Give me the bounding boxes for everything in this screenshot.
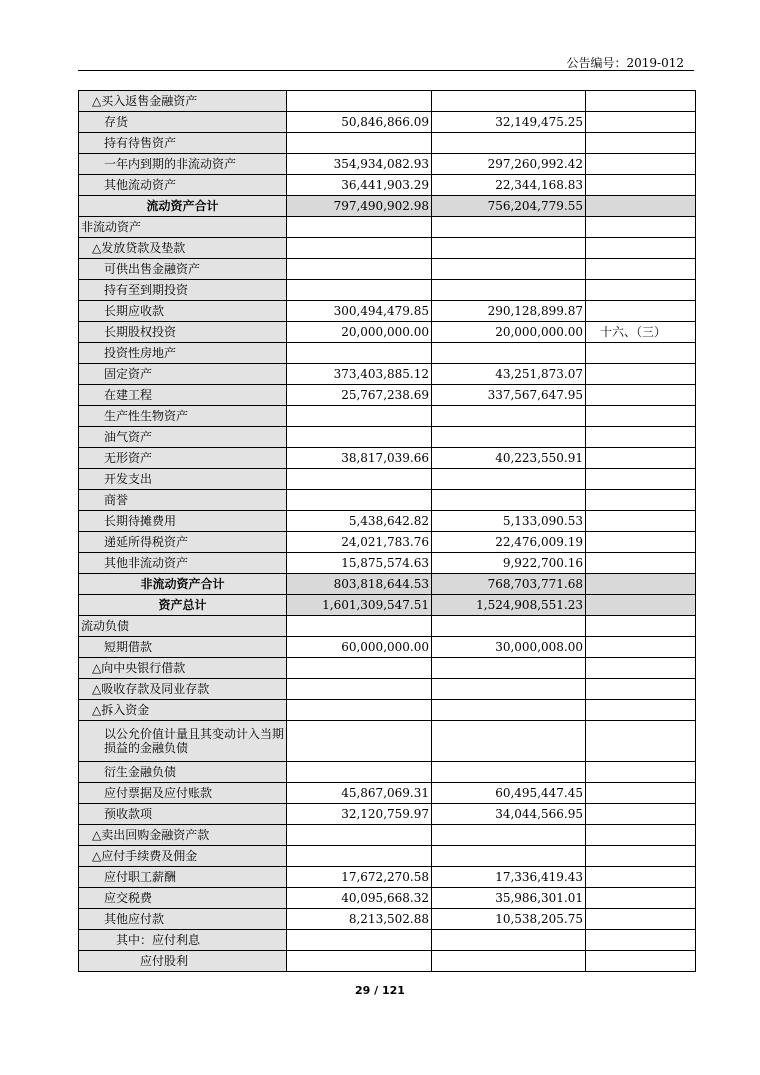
note-reference [586,238,696,259]
note-reference [586,637,696,658]
table-row [79,616,696,637]
row-label: △发放贷款及垫款 [79,238,287,259]
note-reference [586,154,696,175]
note-reference [586,280,696,301]
current-period-value: 40,095,668.32 [287,888,432,909]
prior-period-value: 337,567,647.95 [432,385,586,406]
table-row [79,343,696,364]
note-reference [586,867,696,888]
current-period-value: 300,494,479.85 [287,301,432,322]
current-period-value: 1,601,309,547.51 [287,595,432,616]
row-label: 其他非流动资产 [79,553,287,574]
row-label: 流动资产合计 [79,196,287,217]
note-reference [586,930,696,951]
row-label: △买入返售金融资产 [79,91,287,112]
row-label: 长期应收款 [79,301,287,322]
current-period-value: 60,000,000.00 [287,637,432,658]
current-period-value: 25,767,238.69 [287,385,432,406]
note-reference [586,364,696,385]
note-reference [586,406,696,427]
row-label: 其中：应付利息 [79,930,287,951]
note-reference [586,825,696,846]
prior-period-value [432,343,586,364]
row-label: 其他应付款 [79,909,287,930]
prior-period-value: 22,476,009.19 [432,532,586,553]
note-reference [586,658,696,679]
current-period-value [287,846,432,867]
table-row [79,406,696,427]
prior-period-value [432,259,586,280]
table-row [79,700,696,721]
note-reference: 十六、（三） [586,322,696,343]
row-label: 固定资产 [79,364,287,385]
note-reference [586,951,696,972]
row-label: 其他流动资产 [79,175,287,196]
row-label: 预收款项 [79,804,287,825]
note-reference [586,196,696,217]
current-period-value: 20,000,000.00 [287,322,432,343]
prior-period-value: 297,260,992.42 [432,154,586,175]
row-label: △向中央银行借款 [79,658,287,679]
current-period-value [287,469,432,490]
row-label: 非流动资产合计 [79,574,287,595]
current-period-value [287,238,432,259]
note-reference [586,595,696,616]
note-reference [586,490,696,511]
current-period-value: 24,021,783.76 [287,532,432,553]
prior-period-value: 40,223,550.91 [432,448,586,469]
note-reference [586,888,696,909]
note-reference [586,804,696,825]
note-reference [586,909,696,930]
current-period-value [287,679,432,700]
row-label: 应交税费 [79,888,287,909]
row-label: 持有待售资产 [79,133,287,154]
table-row [79,888,696,909]
current-period-value: 32,120,759.97 [287,804,432,825]
note-reference [586,553,696,574]
row-label: △卖出回购金融资产款 [79,825,287,846]
current-period-value [287,658,432,679]
row-label: △吸收存款及同业存款 [79,679,287,700]
table-row [79,867,696,888]
note-reference [586,259,696,280]
row-label: 衍生金融负债 [79,762,287,783]
current-period-value [287,721,432,762]
prior-period-value [432,846,586,867]
prior-period-value: 5,133,090.53 [432,511,586,532]
row-label: 递延所得税资产 [79,532,287,553]
current-period-value: 36,441,903.29 [287,175,432,196]
row-label: 长期待摊费用 [79,511,287,532]
table-row [79,637,696,658]
row-label: 生产性生物资产 [79,406,287,427]
current-period-value [287,427,432,448]
prior-period-value: 30,000,008.00 [432,637,586,658]
row-label: 可供出售金融资产 [79,259,287,280]
prior-period-value: 9,922,700.16 [432,553,586,574]
prior-period-value [432,217,586,238]
table-row [79,595,696,616]
row-label: 持有至到期投资 [79,280,287,301]
current-period-value [287,616,432,637]
row-label: 一年内到期的非流动资产 [79,154,287,175]
prior-period-value: 60,495,447.45 [432,783,586,804]
row-label: 长期股权投资 [79,322,287,343]
current-period-value [287,280,432,301]
row-label: 油气资产 [79,427,287,448]
prior-period-value: 35,986,301.01 [432,888,586,909]
page-number: 29 / 121 [355,984,405,997]
row-label: 商誉 [79,490,287,511]
prior-period-value [432,658,586,679]
current-period-value: 5,438,642.82 [287,511,432,532]
row-label: 资产总计 [79,595,287,616]
prior-period-value [432,133,586,154]
current-period-value [287,259,432,280]
row-label: 存货 [79,112,287,133]
row-label: 应付股利 [79,951,287,972]
prior-period-value [432,721,586,762]
note-reference [586,427,696,448]
note-reference [586,112,696,133]
prior-period-value [432,762,586,783]
prior-period-value: 1,524,908,551.23 [432,595,586,616]
prior-period-value [432,469,586,490]
prior-period-value: 756,204,779.55 [432,196,586,217]
table-row [79,909,696,930]
note-reference [586,783,696,804]
current-period-value [287,490,432,511]
row-label: 应付票据及应付账款 [79,783,287,804]
row-label: 应付职工薪酬 [79,867,287,888]
note-reference [586,679,696,700]
current-period-value: 50,846,866.09 [287,112,432,133]
prior-period-value [432,951,586,972]
row-label: 非流动资产 [79,217,287,238]
prior-period-value [432,406,586,427]
table-row [79,175,696,196]
table-row [79,679,696,700]
prior-period-value [432,280,586,301]
current-period-value [287,762,432,783]
prior-period-value: 43,251,873.07 [432,364,586,385]
row-label: 无形资产 [79,448,287,469]
table-row [79,217,696,238]
note-reference [586,721,696,762]
current-period-value [287,825,432,846]
prior-period-value [432,91,586,112]
table-row [79,112,696,133]
current-period-value: 15,875,574.63 [287,553,432,574]
prior-period-value: 32,149,475.25 [432,112,586,133]
table-row [79,930,696,951]
prior-period-value [432,930,586,951]
prior-period-value: 20,000,000.00 [432,322,586,343]
note-reference [586,217,696,238]
prior-period-value [432,490,586,511]
row-label: 在建工程 [79,385,287,406]
header-divider [78,70,694,71]
note-reference [586,762,696,783]
balance-sheet-table [78,90,696,972]
table-row [79,846,696,867]
row-label: 短期借款 [79,637,287,658]
prior-period-value [432,427,586,448]
table-row [79,448,696,469]
current-period-value [287,217,432,238]
note-reference [586,574,696,595]
note-reference [586,343,696,364]
prior-period-value: 17,336,419.43 [432,867,586,888]
table-row [79,238,696,259]
note-reference [586,700,696,721]
row-label: 开发支出 [79,469,287,490]
table-row [79,91,696,112]
current-period-value: 797,490,902.98 [287,196,432,217]
row-label: 投资性房地产 [79,343,287,364]
current-period-value [287,930,432,951]
current-period-value: 803,818,644.53 [287,574,432,595]
current-period-value: 8,213,502.88 [287,909,432,930]
current-period-value [287,133,432,154]
note-reference [586,511,696,532]
table-row [79,490,696,511]
prior-period-value: 34,044,566.95 [432,804,586,825]
prior-period-value: 10,538,205.75 [432,909,586,930]
prior-period-value [432,825,586,846]
table-row [79,511,696,532]
table-row [79,301,696,322]
table-row [79,532,696,553]
table-row [79,721,696,762]
prior-period-value [432,616,586,637]
note-reference [586,385,696,406]
table-row [79,133,696,154]
table-row [79,280,696,301]
current-period-value [287,700,432,721]
prior-period-value [432,679,586,700]
current-period-value: 17,672,270.58 [287,867,432,888]
row-label: 流动负债 [79,616,287,637]
table-row [79,825,696,846]
table-row [79,804,696,825]
table-row [79,259,696,280]
table-row [79,154,696,175]
prior-period-value [432,238,586,259]
note-reference [586,301,696,322]
note-reference [586,175,696,196]
table-row [79,469,696,490]
table-row [79,762,696,783]
table-row [79,427,696,448]
row-label: △应付手续费及佣金 [79,846,287,867]
table-row [79,364,696,385]
current-period-value: 45,867,069.31 [287,783,432,804]
current-period-value: 354,934,082.93 [287,154,432,175]
prior-period-value: 22,344,168.83 [432,175,586,196]
announcement-code: 公告编号：2019-012 [566,56,684,70]
table-row [79,951,696,972]
prior-period-value: 768,703,771.68 [432,574,586,595]
table-row [79,658,696,679]
current-period-value: 373,403,885.12 [287,364,432,385]
current-period-value [287,406,432,427]
current-period-value: 38,817,039.66 [287,448,432,469]
note-reference [586,616,696,637]
table-row [79,783,696,804]
balance-sheet-body [79,91,696,972]
table-row [79,574,696,595]
current-period-value [287,343,432,364]
note-reference [586,846,696,867]
note-reference [586,133,696,154]
current-period-value [287,91,432,112]
row-label: 以公允价值计量且其变动计入当期损益的金融负债 [79,721,287,762]
note-reference [586,91,696,112]
current-period-value [287,951,432,972]
prior-period-value [432,700,586,721]
note-reference [586,469,696,490]
table-row [79,553,696,574]
note-reference [586,448,696,469]
note-reference [586,532,696,553]
prior-period-value: 290,128,899.87 [432,301,586,322]
row-label: △拆入资金 [79,700,287,721]
table-row [79,196,696,217]
table-row [79,322,696,343]
table-row [79,385,696,406]
